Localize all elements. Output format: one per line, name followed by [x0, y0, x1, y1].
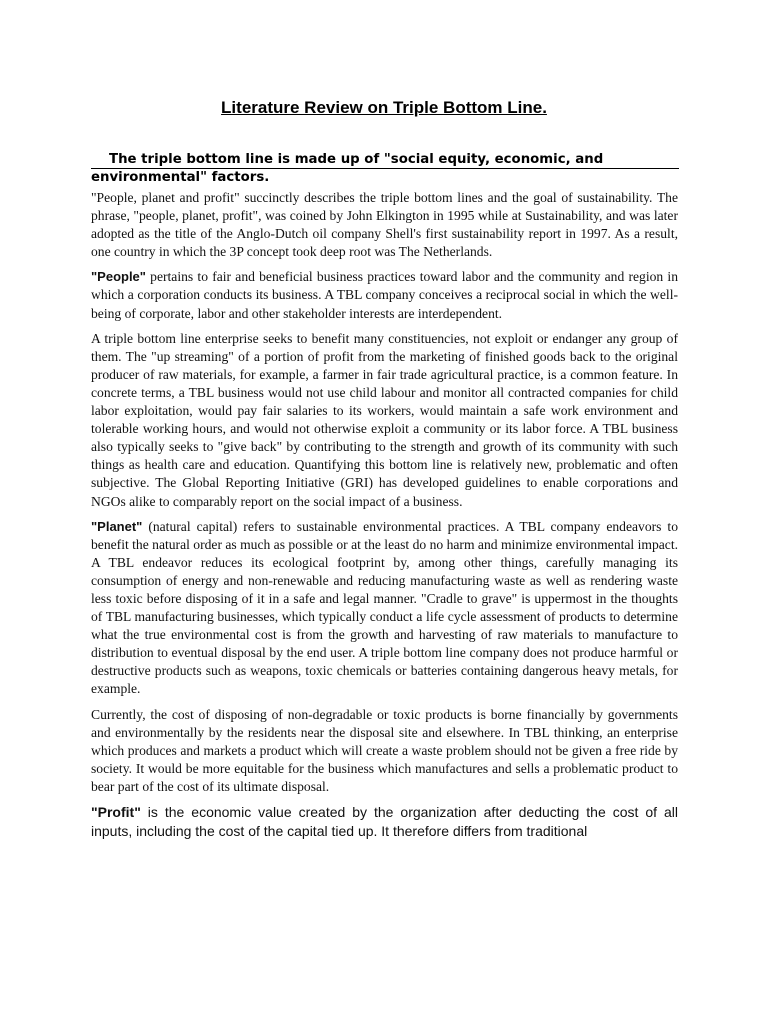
paragraph-people-text: pertains to fair and beneficial business practices toward labor and the community and region in which a corporation conducts its business. A TBL company conceives a reciprocal social in which the well-being of corporate, labor and other stakeholder interests are interdependent. — [91, 269, 678, 321]
paragraph-people — [91, 268, 678, 322]
subtitle-line-1: The triple bottom line is made up of "social equity, economic, and — [91, 152, 679, 169]
document-title: Literature Review on Triple Bottom Line. — [221, 98, 547, 117]
paragraph-people-lead: "People" — [91, 269, 146, 285]
paragraph-profit-lead: "Profit" — [91, 804, 141, 820]
paragraph-planet-lead: "Planet" — [91, 518, 143, 534]
paragraph-enterprise — [91, 330, 678, 511]
document-subtitle — [91, 152, 681, 187]
paragraph-planet-text: (natural capital) refers to sustainable environmental practices. A TBL company endeavors to benefit the natural order as much as possible or at the least do no harm and minimize environmental impact. A TBL endeavor reduces its ecological footprint by, among other things, carefully managing its consumption of energy and non-renewable and reducing manufacturing waste as well as rendering waste less toxic before disposing of it in a safe and legal manner. "Cradle to grave" is uppermost in the thoughts of TBL manufacturing businesses, which typically conduct a life cycle assessment of products to determine what the true environmental cost is from the growth and harvesting of raw materials to manufacture to distribution to eventual disposal by the end user. A triple bottom line company does not produce harmful or destructive products such as weapons, toxic chemicals or batteries containing dangerous heavy metals, for example. — [91, 518, 678, 697]
paragraph-intro-text: "People, planet and profit" succinctly describes the triple bottom lines and the goal of sustainability. The phrase, "people, planet, profit", was coined by John Elkington in 1995 while at Sustainability, and was later adopted as the title of the Anglo-Dutch oil company Shell's first sustainability report in 1997. As a result, one country in which the 3P concept took deep root was The Netherlands. — [91, 190, 678, 260]
paragraph-disposal-text: Currently, the cost of disposing of non-degradable or toxic products is borne financially by governments and environmentally by the residents near the disposal site and elsewhere. In TBL thinking, an enterprise which produces and markets a product which will create a waste problem should not be given a free ride by society. It would be more equitable for the business which manufactures and sells a problematic product to bear part of the cost of its ultimate disposal. — [91, 706, 678, 794]
document-body — [91, 189, 678, 848]
paragraph-profit-text: is the economic value created by the organization after deducting the cost of all inputs, including the cost of the capital tied up. It therefore differs from traditional — [91, 804, 678, 839]
paragraph-disposal — [91, 706, 678, 796]
paragraph-enterprise-text: A triple bottom line enterprise seeks to benefit many constituencies, not exploit or endanger any group of them. The "up streaming" of a portion of profit from the marketing of finished goods back to the original producer of raw materials, for example, a farmer in fair trade agricultural practice, is a common feature. In concrete terms, a TBL business would not use child labour and monitor all contracted companies for child labor exploitation, would pay fair salaries to its workers, would maintain a safe work environment and tolerable working hours, and would not otherwise exploit a community or its labor force. A TBL business also typically seeks to "give back" by contributing to the strength and growth of its community with such things as health care and education. Quantifying this bottom line is relatively new, problematic and often subjective. The Global Reporting Initiative (GRI) has developed guidelines to enable corporations and NGOs alike to comparably report on the social impact of a business. — [91, 330, 678, 509]
paragraph-planet — [91, 518, 678, 699]
paragraph-profit — [91, 803, 678, 841]
paragraph-intro — [91, 189, 678, 261]
subtitle-line-2: environmental" factors. — [91, 170, 270, 185]
